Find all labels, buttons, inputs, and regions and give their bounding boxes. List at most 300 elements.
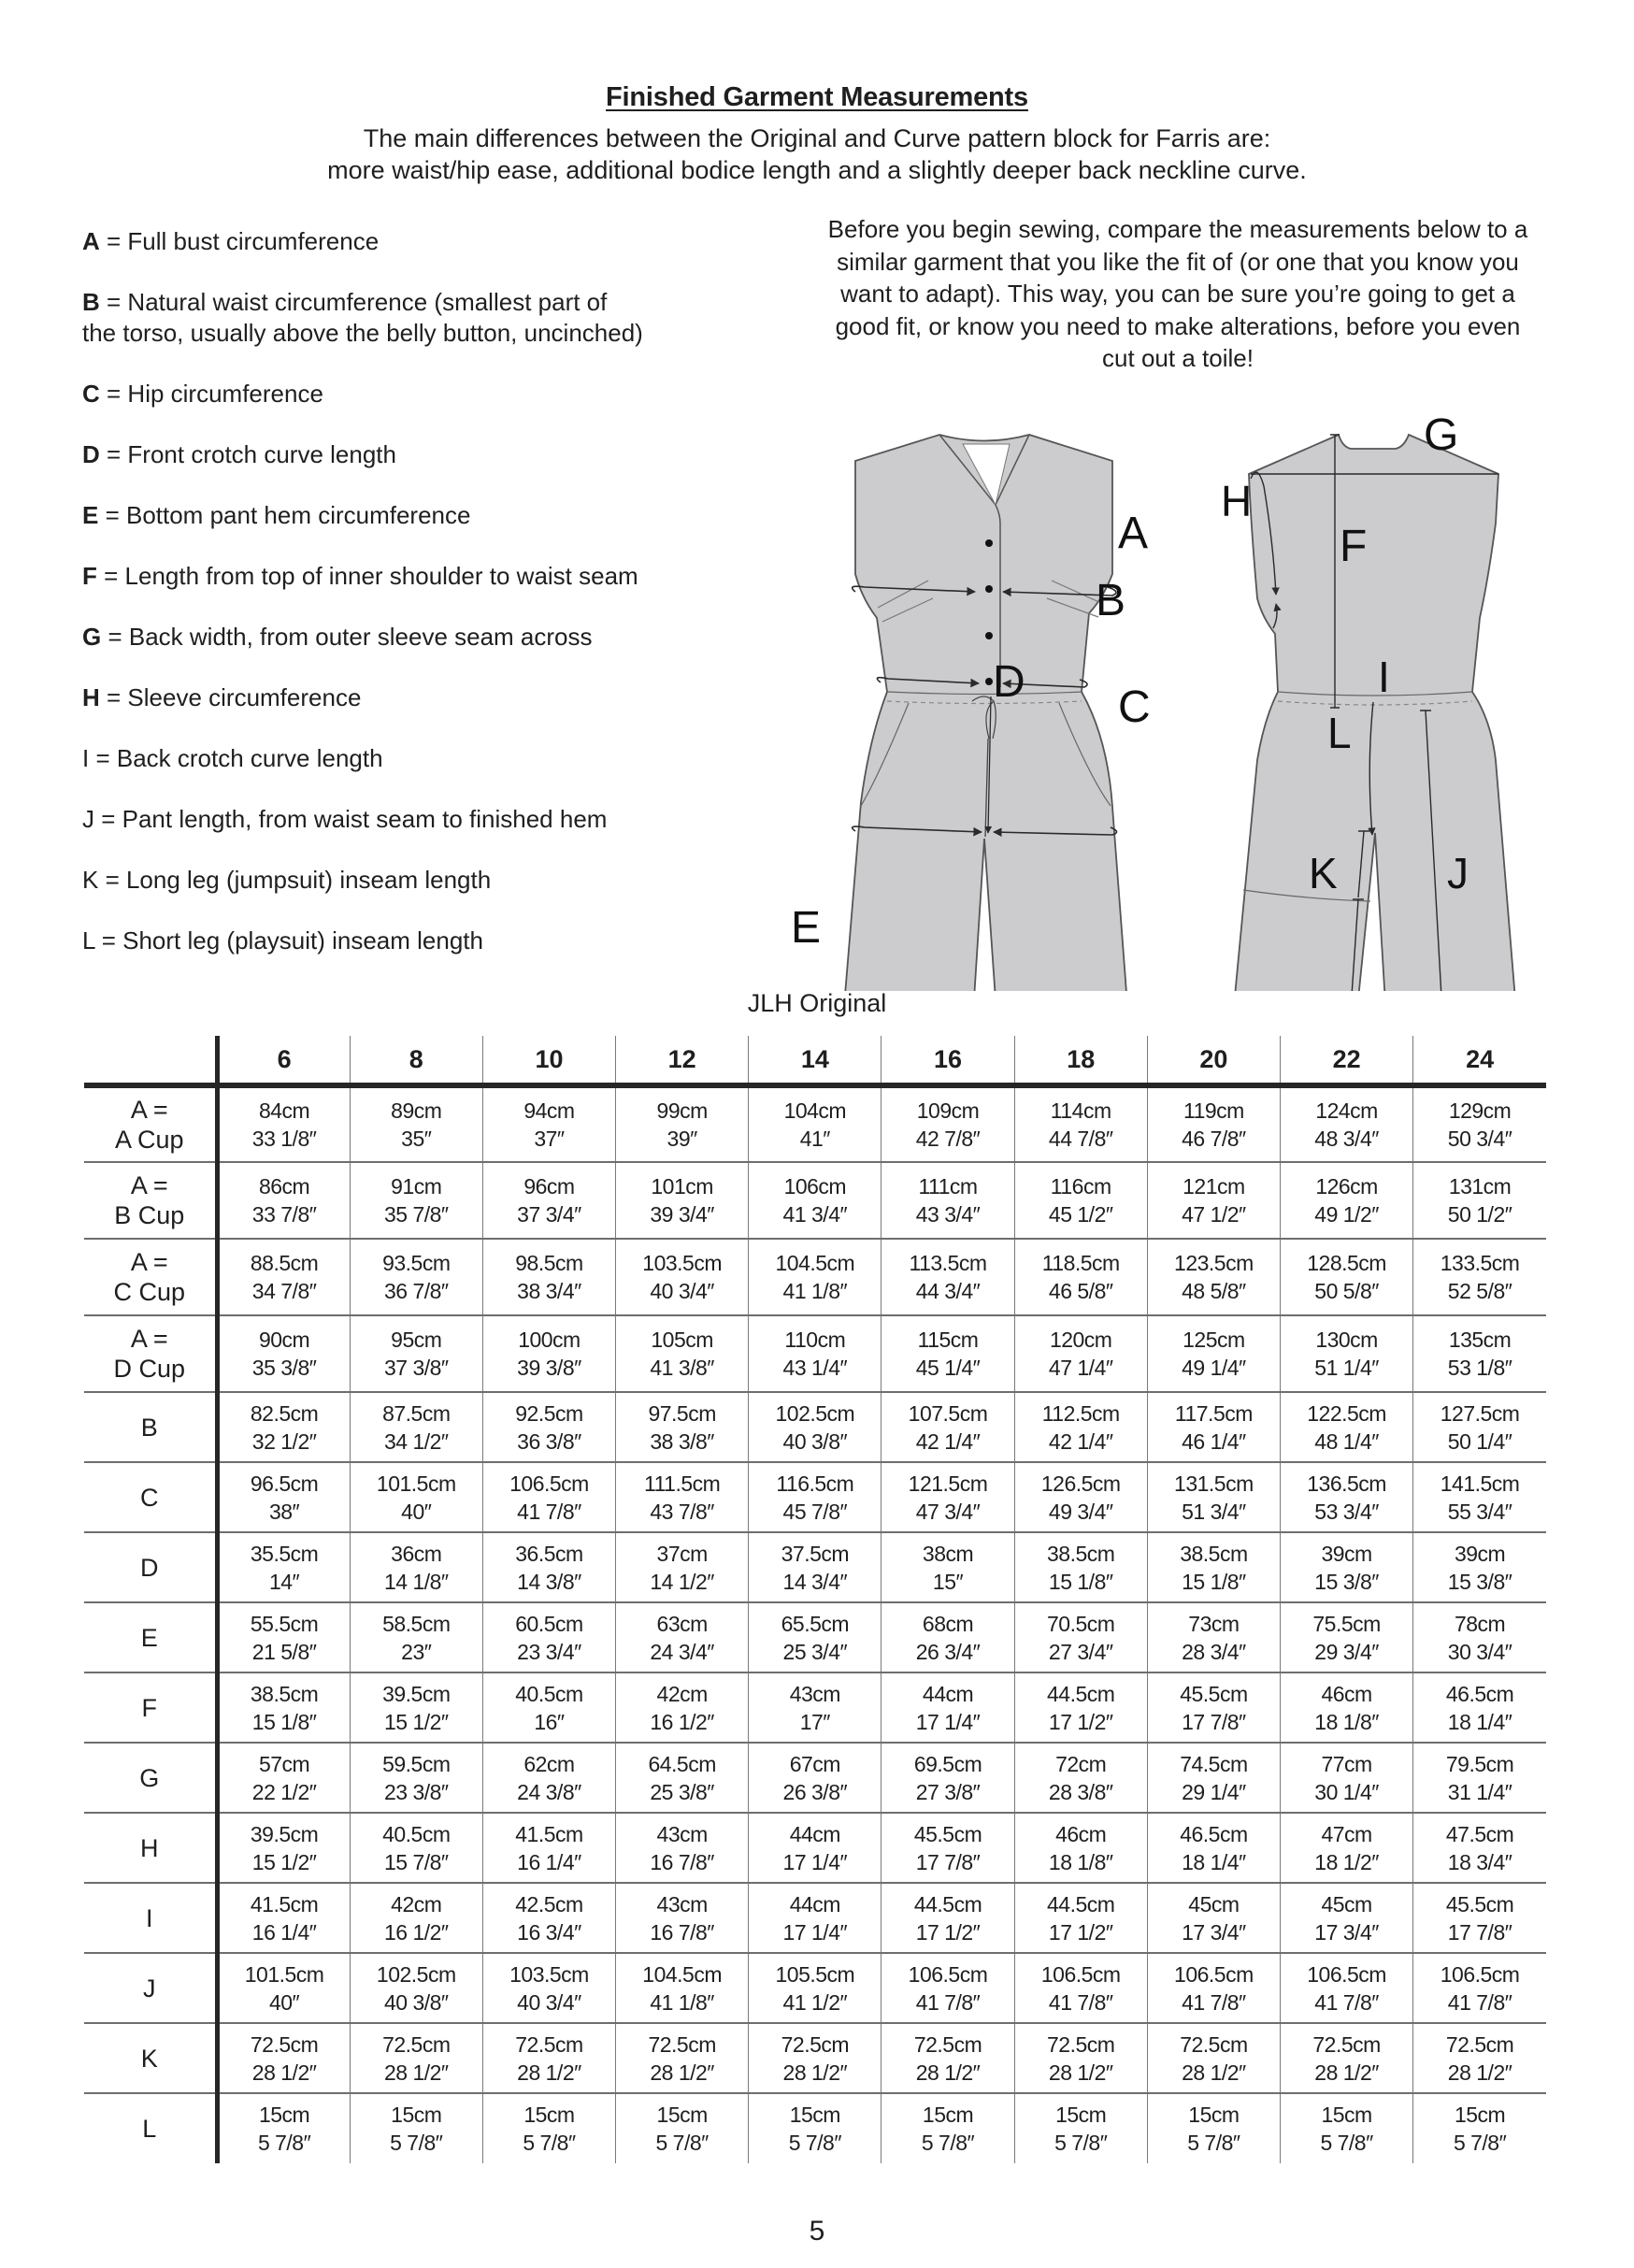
measurement-cell <box>482 1602 615 1672</box>
size-column-header: 14 <box>749 1036 882 1085</box>
measurement-inches: 25 3/4″ <box>782 1639 848 1664</box>
diagram-label-c: C <box>1118 682 1151 732</box>
measurement-cm: 92.5cm <box>515 1400 583 1426</box>
measurement-cell <box>217 1953 350 2023</box>
definition-text: = Sleeve circumference <box>99 683 362 711</box>
measurement-inches: 37″ <box>534 1127 565 1151</box>
measurement-inches: 16 1/4″ <box>517 1849 581 1874</box>
measurement-cm: 106.5cm <box>1440 1961 1520 1987</box>
measurement-cm: 45.5cm <box>913 1821 982 1846</box>
measurement-cell <box>1147 1953 1280 2023</box>
measurement-cm: 107.5cm <box>908 1400 988 1426</box>
size-column-header: 12 <box>616 1036 749 1085</box>
measurement-cell <box>1413 1239 1546 1315</box>
definition-key: C <box>82 380 100 408</box>
measurement-inches: 28 1/2″ <box>1182 2060 1246 2085</box>
measurement-cell <box>1147 1532 1280 1602</box>
measurement-inches: 40 3/4″ <box>517 1989 581 2015</box>
measurement-cm: 39.5cm <box>382 1681 451 1706</box>
measurement-inches: 14 1/8″ <box>383 1569 449 1594</box>
measurement-inches: 46 7/8″ <box>1182 1127 1246 1151</box>
front-garment-shape <box>832 435 1139 991</box>
row-label-line: D <box>140 1553 159 1582</box>
measurement-cell <box>350 1162 482 1239</box>
measurement-cell <box>1147 1315 1280 1392</box>
measurement-row-label <box>84 1743 217 1813</box>
measurement-cm: 68cm <box>922 1611 974 1636</box>
measurement-inches: 50 3/4″ <box>1447 1127 1512 1151</box>
measurement-cell <box>1014 1315 1147 1392</box>
row-label-line: I <box>145 1903 153 1932</box>
measurement-cell <box>749 2093 882 2163</box>
measurement-inches: 22 1/2″ <box>251 1779 317 1804</box>
measurement-cm: 103.5cm <box>642 1251 723 1275</box>
measurement-row <box>84 1162 1546 1239</box>
measurement-inches: 45 1/4″ <box>915 1356 981 1380</box>
measurement-inches: 14 3/4″ <box>782 1569 848 1594</box>
diagram-label-f: F <box>1340 522 1368 571</box>
measurement-cm: 123.5cm <box>1174 1251 1254 1275</box>
measurement-inches: 35 7/8″ <box>383 1202 449 1227</box>
definition-text: = Long leg (jumpsuit) inseam length <box>98 866 492 894</box>
measurement-cm: 44cm <box>789 1821 840 1846</box>
measurement-cell <box>217 1085 350 1162</box>
measurement-inches: 28 1/2″ <box>517 2060 581 2085</box>
measurement-cell <box>217 1315 350 1392</box>
measurement-cm: 37.5cm <box>781 1541 850 1566</box>
row-label-line: C <box>140 1483 159 1512</box>
measurement-cm: 46.5cm <box>1445 1681 1514 1706</box>
measurement-cell <box>350 1315 482 1392</box>
measurement-inches: 46 5/8″ <box>1048 1279 1113 1303</box>
measurement-cm: 119cm <box>1182 1098 1244 1123</box>
definition-text: = Short leg (playsuit) inseam length <box>94 926 483 955</box>
measurement-cm: 128.5cm <box>1307 1251 1386 1275</box>
measurement-cm: 103.5cm <box>509 1961 589 1987</box>
measurement-cm: 104.5cm <box>775 1251 855 1275</box>
measurement-cell <box>482 2023 615 2093</box>
measurement-cm: 106.5cm <box>509 1471 589 1496</box>
measurement-cm: 72.5cm <box>1047 2031 1115 2057</box>
measurement-inches: 42 7/8″ <box>915 1127 981 1151</box>
measurement-inches: 33 1/8″ <box>251 1127 317 1151</box>
measurement-cm: 46cm <box>1321 1681 1372 1706</box>
measurement-cell <box>482 1743 615 1813</box>
measurement-inches: 5 7/8″ <box>1187 2131 1240 2155</box>
measurement-cm: 47.5cm <box>1445 1821 1514 1846</box>
measurement-cell <box>217 1462 350 1532</box>
measurement-inches: 48 3/4″ <box>1314 1127 1379 1151</box>
measurement-cm: 91cm <box>391 1174 442 1199</box>
measurement-inches: 42 1/4″ <box>1048 1428 1113 1454</box>
measurement-cm: 111cm <box>918 1174 978 1199</box>
measurement-cell <box>217 1883 350 1953</box>
measurement-inches: 17 1/4″ <box>782 1849 848 1874</box>
measurement-cell <box>1147 2023 1280 2093</box>
measurement-cell <box>1014 1813 1147 1883</box>
measurement-inches: 44 7/8″ <box>1048 1127 1113 1151</box>
measurement-cm: 117.5cm <box>1174 1400 1253 1426</box>
measurement-cm: 116cm <box>1050 1174 1111 1199</box>
diagram-label-g: G <box>1424 410 1459 460</box>
measurement-cm: 87.5cm <box>382 1400 451 1426</box>
measurement-cm: 38.5cm <box>1047 1541 1115 1566</box>
measurement-cm: 84cm <box>258 1098 310 1123</box>
measurement-cell <box>482 1883 615 1953</box>
diagram-label-h: H <box>1221 477 1253 525</box>
measurement-cm: 15cm <box>258 2103 310 2127</box>
button-icon <box>985 585 993 593</box>
measurement-cell <box>1413 1672 1546 1743</box>
measurement-inches: 25 3/8″ <box>650 1779 714 1804</box>
measurement-inches: 16 7/8″ <box>650 1849 714 1874</box>
measurement-inches: 51 1/4″ <box>1314 1356 1379 1380</box>
measurement-cell <box>1147 1743 1280 1813</box>
measurement-cell <box>217 1602 350 1672</box>
measurement-cm: 42.5cm <box>515 1891 583 1916</box>
measurement-row <box>84 1315 1546 1392</box>
measurement-inches: 30 1/4″ <box>1314 1779 1379 1804</box>
measurement-cm: 44cm <box>789 1891 840 1916</box>
measurement-cm: 109cm <box>916 1098 980 1123</box>
measurement-cm: 39cm <box>1454 1541 1506 1566</box>
row-label-line: A = <box>130 1171 168 1199</box>
measurement-cell <box>1413 1813 1546 1883</box>
measurement-cell <box>1413 1315 1546 1392</box>
measurement-cell <box>882 1672 1014 1743</box>
row-label-cup: D Cup <box>113 1355 186 1383</box>
measurement-cm: 89cm <box>391 1098 442 1123</box>
measurement-cm: 135cm <box>1448 1328 1512 1352</box>
measurement-inches: 41 7/8″ <box>1314 1989 1379 2015</box>
measurement-inches: 38 3/4″ <box>517 1279 581 1303</box>
measurement-cm: 57cm <box>258 1751 310 1776</box>
measurement-cell <box>1413 1392 1546 1462</box>
measurement-cm: 43cm <box>656 1891 708 1916</box>
measurement-cell <box>482 1462 615 1532</box>
measurement-inches: 23″ <box>401 1639 432 1664</box>
measurement-cell <box>1147 2093 1280 2163</box>
measurement-cell <box>1147 1085 1280 1162</box>
measurement-cell <box>616 2023 749 2093</box>
measurement-cm: 44.5cm <box>1047 1891 1115 1916</box>
measurement-cell <box>482 1672 615 1743</box>
measurement-cm: 44.5cm <box>913 1891 982 1916</box>
measurement-inches: 15 1/8″ <box>251 1709 317 1734</box>
measurement-cm: 105cm <box>651 1328 713 1352</box>
measurement-cell <box>350 2023 482 2093</box>
measurement-cell <box>482 1162 615 1239</box>
row-label-line: A = <box>130 1248 168 1276</box>
measurement-cm: 39cm <box>1321 1541 1372 1566</box>
measurement-inches: 38″ <box>268 1499 300 1524</box>
measurement-cm: 74.5cm <box>1180 1751 1248 1776</box>
measurement-cell <box>882 1602 1014 1672</box>
measurement-inches: 35″ <box>401 1127 432 1151</box>
measurement-cm: 45.5cm <box>1180 1681 1248 1706</box>
measurement-cm: 72.5cm <box>250 2031 319 2057</box>
measurement-inches: 5 7/8″ <box>788 2131 841 2155</box>
measurement-cm: 44cm <box>922 1681 974 1706</box>
measurement-inches: 53 3/4″ <box>1314 1499 1379 1524</box>
measurement-cm: 72.5cm <box>382 2031 451 2057</box>
measurement-cell <box>882 1883 1014 1953</box>
measurement-cell <box>482 1813 615 1883</box>
measurement-cell <box>217 1239 350 1315</box>
measurement-cell <box>1014 1953 1147 2023</box>
measurement-cell <box>217 1532 350 1602</box>
measurement-inches: 5 7/8″ <box>257 2131 311 2155</box>
definition-key: I <box>82 744 90 772</box>
measurement-cell <box>1147 1672 1280 1743</box>
measurement-cell <box>882 1239 1014 1315</box>
measurement-cm: 15cm <box>656 2103 708 2127</box>
measurement-cm: 63cm <box>656 1611 708 1636</box>
measurement-inches: 43 1/4″ <box>782 1356 848 1380</box>
measurement-cell <box>882 1392 1014 1462</box>
measurement-cm: 36cm <box>391 1541 442 1566</box>
measurement-cm: 125cm <box>1182 1328 1245 1352</box>
row-label-cup: B Cup <box>114 1201 185 1229</box>
definition-text: = Hip circumference <box>99 380 323 408</box>
advice-line: cut out a toile! <box>1102 344 1254 372</box>
measurement-cell <box>616 2093 749 2163</box>
measurement-inches: 41 1/2″ <box>782 1989 848 2015</box>
measurement-inches: 23 3/8″ <box>383 1779 449 1804</box>
measurement-row <box>84 1532 1546 1602</box>
back-garment-shape <box>1220 435 1527 991</box>
measurement-cm: 15cm <box>1454 2103 1506 2127</box>
measurement-cell <box>482 1953 615 2023</box>
measurement-cm: 106.5cm <box>1174 1961 1254 1987</box>
measurement-cell <box>1413 1162 1546 1239</box>
advice-line: similar garment that you like the fit of (or one that you know you <box>837 247 1519 276</box>
measurement-cm: 60.5cm <box>515 1611 583 1636</box>
measurement-cm: 126.5cm <box>1040 1471 1121 1496</box>
measurement-inches: 26 3/4″ <box>915 1639 981 1664</box>
measurement-cell <box>1014 1239 1147 1315</box>
measurement-cell <box>1413 1085 1546 1162</box>
definition-key: J <box>82 805 94 833</box>
measurement-cm: 43cm <box>789 1681 840 1706</box>
measurement-cm: 104.5cm <box>642 1961 723 1987</box>
measurement-row-label <box>84 1315 217 1392</box>
measurement-cell <box>1147 1239 1280 1315</box>
row-label-line: J <box>143 1974 156 2002</box>
measurement-cm: 131cm <box>1448 1174 1512 1199</box>
size-column-header: 24 <box>1413 1036 1546 1085</box>
measurement-cell <box>217 1813 350 1883</box>
measurement-inches: 18 1/4″ <box>1447 1709 1512 1734</box>
definition-text: = Back crotch curve length <box>89 744 383 772</box>
measurement-inches: 5 7/8″ <box>1320 2131 1373 2155</box>
measurement-cell <box>482 1085 615 1162</box>
measurement-cm: 15cm <box>523 2103 575 2127</box>
measurement-inches: 28 1/2″ <box>1048 2060 1113 2085</box>
measurement-cell <box>616 1743 749 1813</box>
row-label-line: G <box>139 1763 160 1792</box>
measurement-inches: 28 3/4″ <box>1182 1639 1246 1664</box>
measurement-cell <box>616 1239 749 1315</box>
measurement-cm: 86cm <box>258 1174 310 1199</box>
measurement-cell <box>1014 1085 1147 1162</box>
measurement-row <box>84 1743 1546 1813</box>
measurement-cell <box>1147 1162 1280 1239</box>
measurement-inches: 16 1/2″ <box>383 1919 449 1945</box>
measurement-cell <box>350 1085 482 1162</box>
measurement-cell <box>1147 1813 1280 1883</box>
measurement-cell <box>1281 1085 1413 1162</box>
measurement-cm: 44.5cm <box>1047 1681 1115 1706</box>
measurement-cm: 99cm <box>656 1098 708 1123</box>
measurement-inches: 24 3/8″ <box>517 1779 581 1804</box>
measurement-inches: 49 1/2″ <box>1314 1202 1379 1227</box>
measurement-inches: 17 1/4″ <box>915 1709 981 1734</box>
measurement-cell <box>1281 1672 1413 1743</box>
measurement-inches: 15 3/8″ <box>1314 1569 1379 1594</box>
measurement-cm: 101cm <box>651 1174 713 1199</box>
measurement-cm: 93.5cm <box>382 1251 451 1275</box>
measurement-cm: 122.5cm <box>1307 1400 1386 1426</box>
measurement-inches: 28 1/2″ <box>1447 2060 1512 2085</box>
measurement-cell <box>1413 1743 1546 1813</box>
measurement-inches: 28 1/2″ <box>650 2060 714 2085</box>
measurement-inches: 41″ <box>799 1127 830 1151</box>
measurement-cm: 62cm <box>523 1751 575 1776</box>
measurement-inches: 17 1/2″ <box>1048 1709 1113 1734</box>
measurement-inches: 50 1/4″ <box>1447 1428 1512 1454</box>
measurement-inches: 34 1/2″ <box>383 1428 449 1454</box>
measurement-cell <box>217 1672 350 1743</box>
measurement-cm: 77cm <box>1321 1751 1372 1776</box>
garment-diagram <box>0 0 1634 991</box>
definition-key: L <box>82 926 95 955</box>
measurement-cell <box>882 1532 1014 1602</box>
definition-key: H <box>82 683 100 711</box>
measurement-inches: 47 1/2″ <box>1182 1202 1246 1227</box>
measurement-cm: 70.5cm <box>1047 1611 1115 1636</box>
measurement-cm: 112.5cm <box>1041 1400 1120 1426</box>
measurement-cm: 64.5cm <box>648 1751 716 1776</box>
measurement-cell <box>616 1883 749 1953</box>
measurement-inches: 17 1/4″ <box>782 1919 848 1945</box>
size-column-header: 6 <box>217 1036 350 1085</box>
measurement-inches: 28 1/2″ <box>251 2060 317 2085</box>
measurement-cell <box>217 2093 350 2163</box>
measurement-cm: 72.5cm <box>1312 2031 1381 2057</box>
measurement-cell <box>482 2093 615 2163</box>
measurement-inches: 52 5/8″ <box>1447 1279 1512 1303</box>
measurement-cell <box>350 1743 482 1813</box>
measurement-inches: 5 7/8″ <box>1453 2131 1507 2155</box>
definition-text: = Natural waist circumference (smallest part of <box>99 288 608 316</box>
measurement-inches: 41 3/4″ <box>782 1202 848 1227</box>
measurement-cm: 106.5cm <box>1040 1961 1121 1987</box>
definition-text: = Full bust circumference <box>99 227 380 255</box>
measurement-row-label <box>84 1462 217 1532</box>
size-table <box>84 1036 1546 2163</box>
measurement-cm: 94cm <box>523 1098 575 1123</box>
measurement-inches: 48 1/4″ <box>1314 1428 1379 1454</box>
measurement-cell <box>1014 1602 1147 1672</box>
diagram-label-j: J <box>1447 849 1469 897</box>
size-column-header: 8 <box>350 1036 482 1085</box>
measurement-inches: 18 1/8″ <box>1314 1709 1379 1734</box>
measurement-cm: 72.5cm <box>1445 2031 1514 2057</box>
measurement-row-label <box>84 1953 217 2023</box>
diagram-label-b: B <box>1096 576 1126 625</box>
measurement-row <box>84 1239 1546 1315</box>
measurement-cell <box>217 1392 350 1462</box>
measurement-cell <box>1147 1392 1280 1462</box>
measurement-cm: 110cm <box>784 1328 846 1352</box>
measurement-inches: 5 7/8″ <box>655 2131 709 2155</box>
measurement-cm: 101.5cm <box>376 1471 456 1496</box>
measurement-cell <box>882 2093 1014 2163</box>
measurement-cell <box>749 1162 882 1239</box>
measurement-row <box>84 2023 1546 2093</box>
measurement-cell <box>616 1162 749 1239</box>
measurement-inches: 29 3/4″ <box>1314 1639 1379 1664</box>
definition-key: F <box>82 562 97 590</box>
advice-line: Before you begin sewing, compare the measurements below to a <box>827 215 1528 243</box>
measurement-cell <box>749 1672 882 1743</box>
measurement-inches: 49 1/4″ <box>1182 1356 1246 1380</box>
measurement-cm: 37cm <box>656 1541 708 1566</box>
measurement-inches: 41 7/8″ <box>915 1989 981 2015</box>
measurement-inches: 41 7/8″ <box>1182 1989 1246 2015</box>
measurement-cm: 73cm <box>1188 1611 1240 1636</box>
measurement-inches: 43 3/4″ <box>915 1202 981 1227</box>
measurement-inches: 42 1/4″ <box>915 1428 981 1454</box>
measurement-cm: 45cm <box>1321 1891 1372 1916</box>
measurement-cm: 69.5cm <box>913 1751 982 1776</box>
measurement-cm: 82.5cm <box>250 1400 319 1426</box>
measurement-inches: 33 7/8″ <box>251 1202 317 1227</box>
measurement-cell <box>882 2023 1014 2093</box>
measurement-cm: 72.5cm <box>781 2031 850 2057</box>
measurement-inches: 41 7/8″ <box>1048 1989 1113 2015</box>
measurement-cell <box>1281 1162 1413 1239</box>
measurement-cell <box>749 2023 882 2093</box>
measurement-cell <box>1413 1883 1546 1953</box>
measurement-cm: 78cm <box>1454 1611 1506 1636</box>
measurement-inches: 40″ <box>268 1989 300 2015</box>
measurement-inches: 14 3/8″ <box>517 1569 581 1594</box>
measurement-cell <box>749 1462 882 1532</box>
definition-key: G <box>82 623 102 651</box>
measurement-cm: 118.5cm <box>1041 1251 1120 1275</box>
measurement-cm: 15cm <box>789 2103 840 2127</box>
size-column-header: 16 <box>882 1036 1014 1085</box>
measurement-cm: 35.5cm <box>250 1541 319 1566</box>
measurement-cm: 72.5cm <box>913 2031 982 2057</box>
diagram-label-k: K <box>1309 849 1338 897</box>
measurement-inches: 16 1/4″ <box>251 1919 317 1945</box>
measurement-cell <box>1147 1883 1280 1953</box>
measurement-cm: 114cm <box>1050 1098 1111 1123</box>
measurement-cell <box>350 2093 482 2163</box>
measurement-cell <box>1014 2023 1147 2093</box>
measurement-cell <box>616 1085 749 1162</box>
page-number: 5 <box>809 2216 825 2246</box>
measurement-cell <box>482 1532 615 1602</box>
measurement-cell <box>350 1462 482 1532</box>
size-column-header: 18 <box>1014 1036 1147 1085</box>
measurement-cm: 46.5cm <box>1180 1821 1248 1846</box>
measurement-cell <box>882 1743 1014 1813</box>
measurement-row-label <box>84 1239 217 1315</box>
